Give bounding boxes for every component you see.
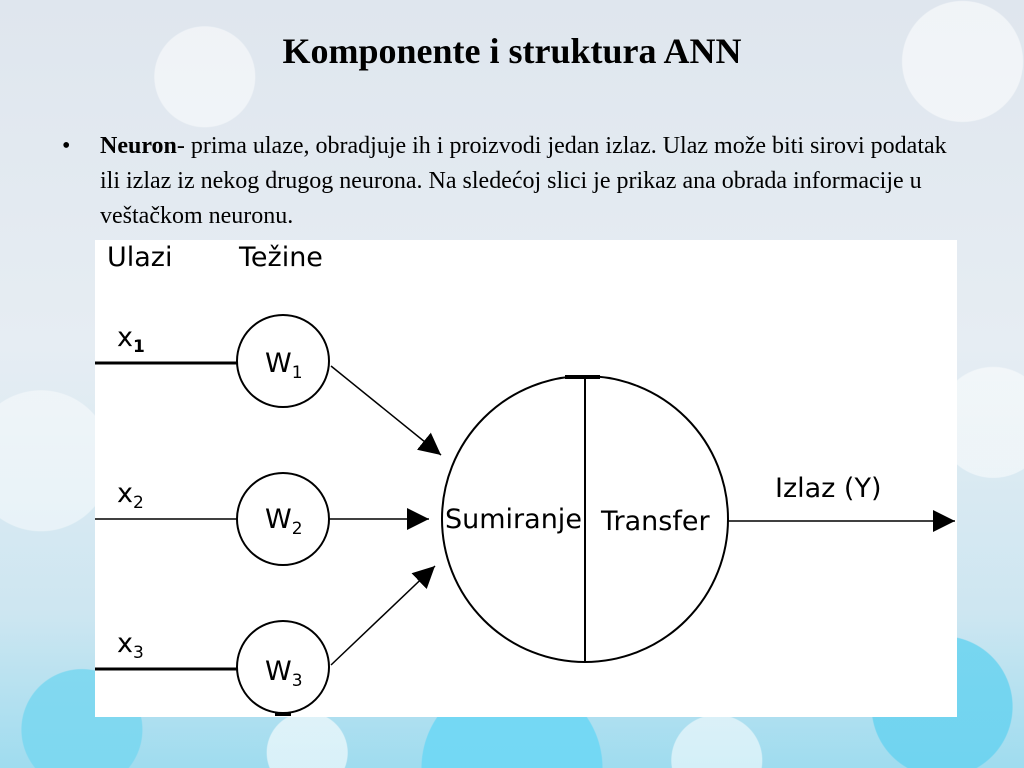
weight-label-2: $W_2$ xyxy=(265,504,303,539)
input-row-2 xyxy=(95,473,429,565)
sum-label: Sumiranje xyxy=(445,504,582,535)
slide-title: Komponente i struktura ANN xyxy=(282,31,742,71)
weights-header: Težine xyxy=(239,242,323,273)
arrow-weight-1-to-sum xyxy=(331,366,441,455)
input-row-3 xyxy=(95,566,435,714)
output xyxy=(728,473,955,521)
input-label-2: $x_2$ xyxy=(117,478,144,513)
input-label-3: $x_3$ xyxy=(117,628,144,663)
bullet-term: Neuron xyxy=(100,133,177,159)
neuron-diagram xyxy=(95,240,957,717)
input-label-1: $x_1$ xyxy=(117,322,145,357)
inputs-header: Ulazi xyxy=(107,242,173,273)
neuron-body xyxy=(442,376,728,662)
output-label: Izlaz (Y) xyxy=(775,473,882,504)
weight-label-3: $W_3$ xyxy=(265,656,303,691)
transfer-label: Transfer xyxy=(601,506,710,537)
arrow-weight-3-to-sum xyxy=(331,566,435,665)
bullet-paragraph xyxy=(100,129,962,234)
input-row-1 xyxy=(95,315,441,455)
weight-label-1: $W_1$ xyxy=(265,348,303,383)
bullet-body: - prima ulaze, obradjuje ih i proizvodi jedan izlaz. Ulaz može biti sirovi podatak ili izlaz iz nekog drugog neurona. Na sledećoj slici je prikaz ana obrada informacije u veštačkom neuronu. xyxy=(100,133,947,229)
neuron-diagram-svg xyxy=(95,240,957,717)
bullet-dot-icon: • xyxy=(62,133,71,159)
